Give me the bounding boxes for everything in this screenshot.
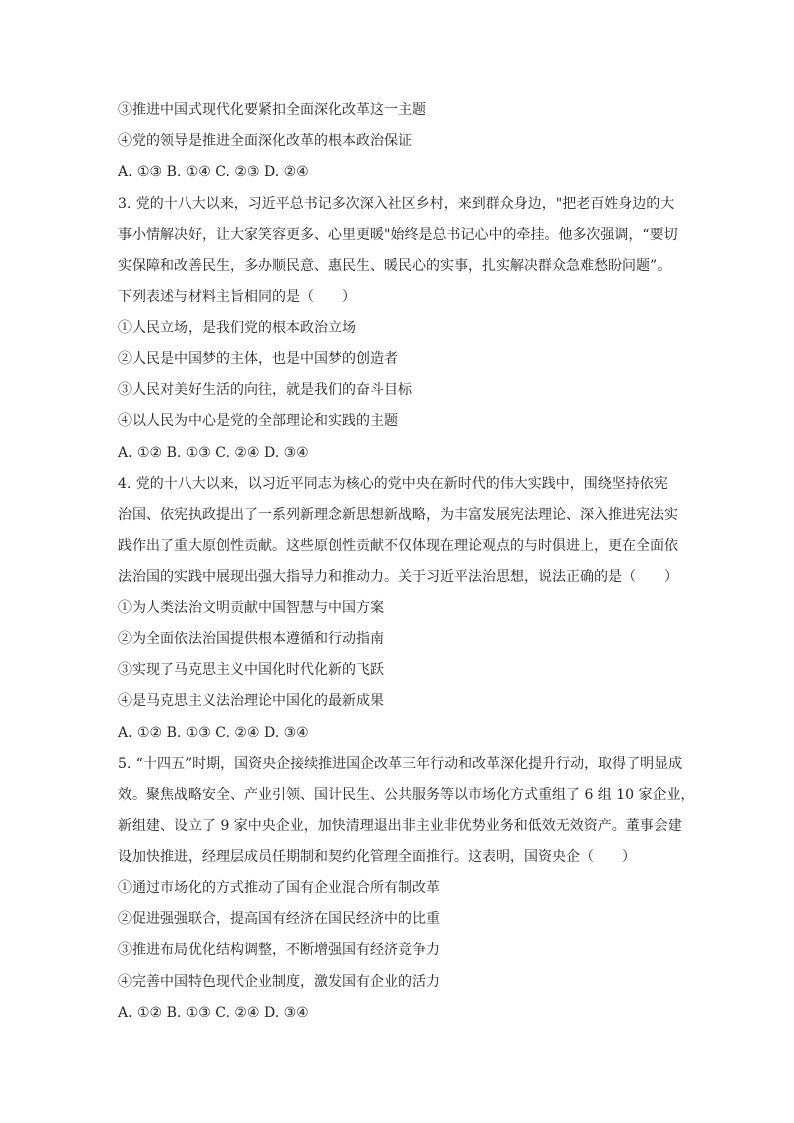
q5-option-4: ④完善中国特色现代企业制度，激发国有企业的活力 — [118, 973, 440, 990]
q5-option-1: ①通过市场化的方式推动了国有企业混合所有制改革 — [118, 880, 440, 896]
q5-stem-line-3: 新组建、设立了 9 家中央企业，加快清理退出非主业非优势业务和低效无效资产。董事会建 — [118, 817, 682, 834]
q2-option-4: ④党的领导是推进全面深化改革的根本政治保证 — [118, 133, 412, 150]
q4-stem-line-2: 治国、依宪执政提出了一系列新理念新思想新战略，为丰富发展宪法理论、深入推进宪法实 — [118, 506, 678, 523]
q4-option-4: ④是马克思主义法治理论中国化的最新成果 — [118, 693, 384, 710]
question-2-tail — [118, 100, 678, 194]
question-4 — [118, 474, 678, 754]
q3-option-4: ④以人民为中心是党的全部理论和实践的主题 — [118, 413, 398, 430]
q3-stem-line-2: 事小情解决好，让大家笑容更多、心里更暖"始终是总书记心中的牵挂。他多次强调，“要切 — [118, 226, 678, 243]
q5-answer-choices: A. ①② B. ①③ C. ②④ D. ③④ — [118, 1004, 309, 1021]
q4-stem-line-3: 践作出了重大原创性贡献。这些原创性贡献不仅体现在理论观点的与时俱进上，更在全面依 — [118, 537, 678, 554]
q5-option-3: ③推进布局优化结构调整，不断增强国有经济竞争力 — [118, 942, 440, 959]
q5-stem-line-4: 设加快推进，经理层成员任期制和契约化管理全面推行。这表明，国资央企（ ） — [118, 848, 636, 865]
q4-option-1: ①为人类法治文明贡献中国智慧与中国方案 — [118, 599, 384, 616]
q5-option-2: ②促进强强联合，提高国有经济在国民经济中的比重 — [118, 911, 440, 928]
q2-option-3: ③推进中国式现代化要紧扣全面深化改革这一主题 — [118, 102, 426, 118]
q3-option-2: ②人民是中国梦的主体，也是中国梦的创造者 — [118, 350, 398, 367]
q3-answer-choices: A. ①② B. ①③ C. ②④ D. ③④ — [118, 444, 309, 461]
q3-option-1: ①人民立场，是我们党的根本政治立场 — [118, 319, 356, 336]
q3-stem-line-1: 3. 党的十八大以来，习近平总书记多次深入社区乡村，来到群众身边，"把老百姓身边的大 — [118, 195, 675, 212]
question-3 — [118, 194, 678, 474]
q4-option-3: ③实现了马克思主义中国化时代化新的飞跃 — [118, 662, 384, 679]
question-5 — [118, 754, 695, 1034]
q5-stem-line-1: 5. “十四五”时期，国资央企接续推进国企改革三年行动和改革深化提升行动，取得了明显成 — [118, 755, 683, 772]
q3-stem-line-4: 下列表述与材料主旨相同的是（ ） — [118, 288, 356, 305]
q4-stem-line-1: 4. 党的十八大以来，以习近平同志为核心的党中央在新时代的伟大实践中，围绕坚持依宪 — [118, 475, 668, 492]
q2-answer-choices: A. ①③ B. ①④ C. ②③ D. ②④ — [118, 164, 309, 181]
q3-stem-line-3: 实保障和改善民生，多办顺民意、惠民生、暖民心的实事，扎实解决群众急难愁盼问题”。 — [118, 257, 672, 274]
q4-option-2: ②为全面依法治国提供根本遵循和行动指南 — [118, 631, 384, 648]
q3-option-3: ③人民对美好生活的向往，就是我们的奋斗目标 — [118, 382, 412, 399]
q4-answer-choices: A. ①② B. ①③ C. ②④ D. ③④ — [118, 724, 309, 741]
q5-stem-line-2: 效。聚焦战略安全、产业引领、国计民生、公共服务等以市场化方式重组了 6 组 10 家企业， — [118, 786, 695, 803]
exam-page — [118, 100, 695, 1034]
q4-stem-line-4: 法治国的实践中展现出强大指导力和推动力。关于习近平法治思想，说法正确的是（ ） — [118, 568, 678, 585]
